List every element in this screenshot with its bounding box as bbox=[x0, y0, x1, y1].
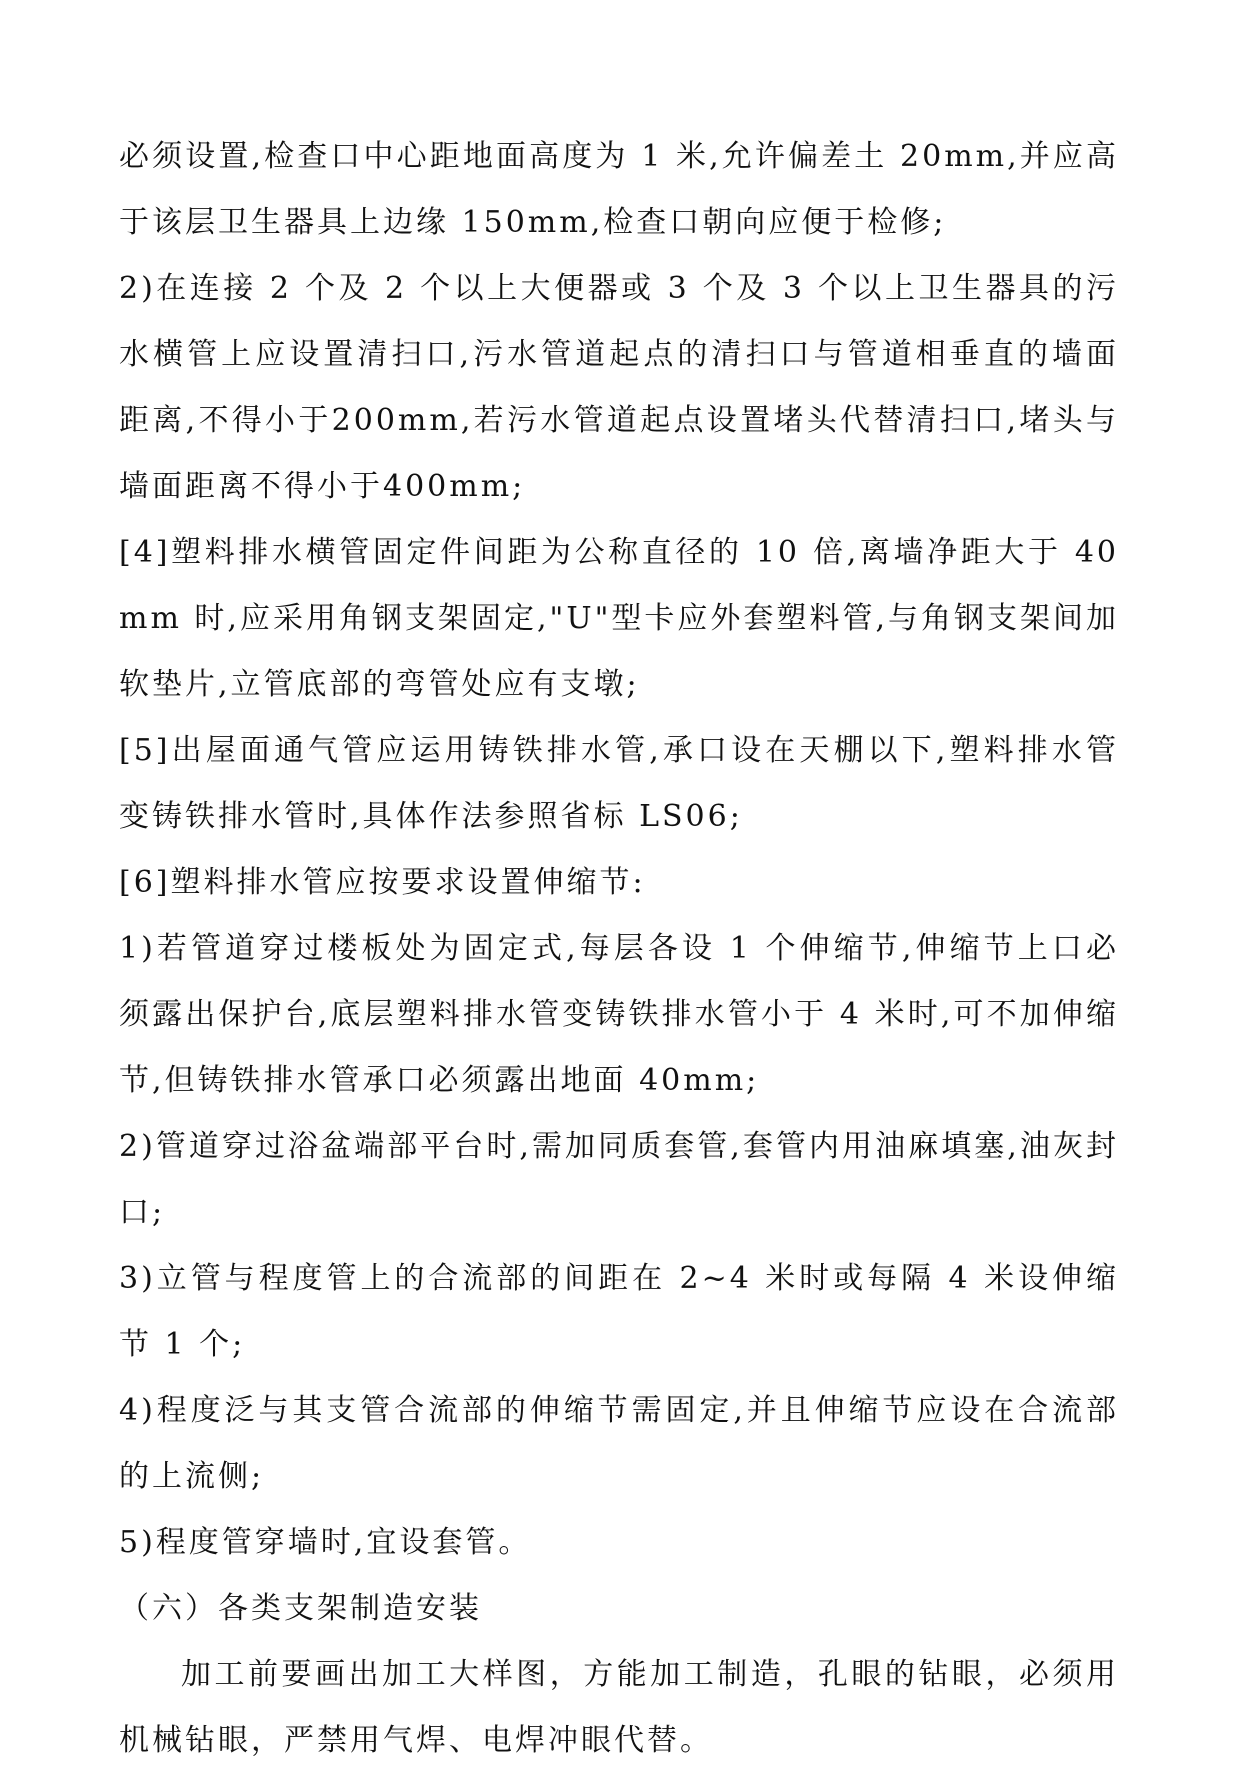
paragraph-expansion-rule-1: 1)若管道穿过楼板处为固定式,每层各设 1 个伸缩节,伸缩节上口必须露出保护台,底层塑料排水管变铸铁排水管小于 4 米时,可不加伸缩节,但铸铁排水管承口必须露出地面 40mm; bbox=[119, 931, 1119, 1098]
section-heading: （六）各类支架制造安装 bbox=[119, 1591, 482, 1626]
paragraph-expansion-rule-2: 2)管道穿过浴盆端部平台时,需加同质套管,套管内用油麻填塞,油灰封口; bbox=[119, 1129, 1119, 1230]
paragraph-expansion-rule-5: 5)程度管穿墙时,宜设套管。 bbox=[119, 1525, 532, 1560]
paragraph-item-5-vent-pipe: [5]出屋面通气管应运用铸铁排水管,承口设在天棚以下,塑料排水管变铸铁排水管时,具体作法参照省标 LS06; bbox=[119, 733, 1119, 834]
paragraph-item-4-fixings: [4]塑料排水横管固定件间距为公称直径的 10 倍,离墙净距大于 40mm 时,应采用角钢支架固定,"U"型卡应外套塑料管,与角钢支架间加软垫片,立管底部的弯管处应有支墩; bbox=[119, 535, 1119, 702]
section-body-paragraph: 加工前要画出加工大样图，方能加工制造，孔眼的钻眼，必须用机械钻眼，严禁用气焊、电焊冲眼代替。 bbox=[119, 1657, 1119, 1758]
document-body bbox=[119, 124, 1119, 1774]
paragraph-item-6-expansion-joints: [6]塑料排水管应按要求设置伸缩节: bbox=[119, 865, 646, 900]
paragraph-expansion-rule-4: 4)程度泛与其支管合流部的伸缩节需固定,并且伸缩节应设在合流部的上流侧; bbox=[119, 1393, 1119, 1494]
paragraph-expansion-rule-3: 3)立管与程度管上的合流部的间距在 2~4 米时或每隔 4 米设伸缩节 1 个; bbox=[119, 1261, 1119, 1362]
paragraph-cleanout-placement: 2)在连接 2 个及 2 个以上大便器或 3 个及 3 个以上卫生器具的污水横管上应设置清扫口,污水管道起点的清扫口与管道相垂直的墙面距离,不得小于200mm,若污水管道起点设置堵头代替清扫口,堵头与墙面距离不得小于400mm; bbox=[119, 271, 1119, 504]
paragraph-cleanout-height: 必须设置,检查口中心距地面高度为 1 米,允许偏差土 20mm,并应高于该层卫生器具上边缘 150mm,检查口朝向应便于检修; bbox=[119, 139, 1119, 240]
